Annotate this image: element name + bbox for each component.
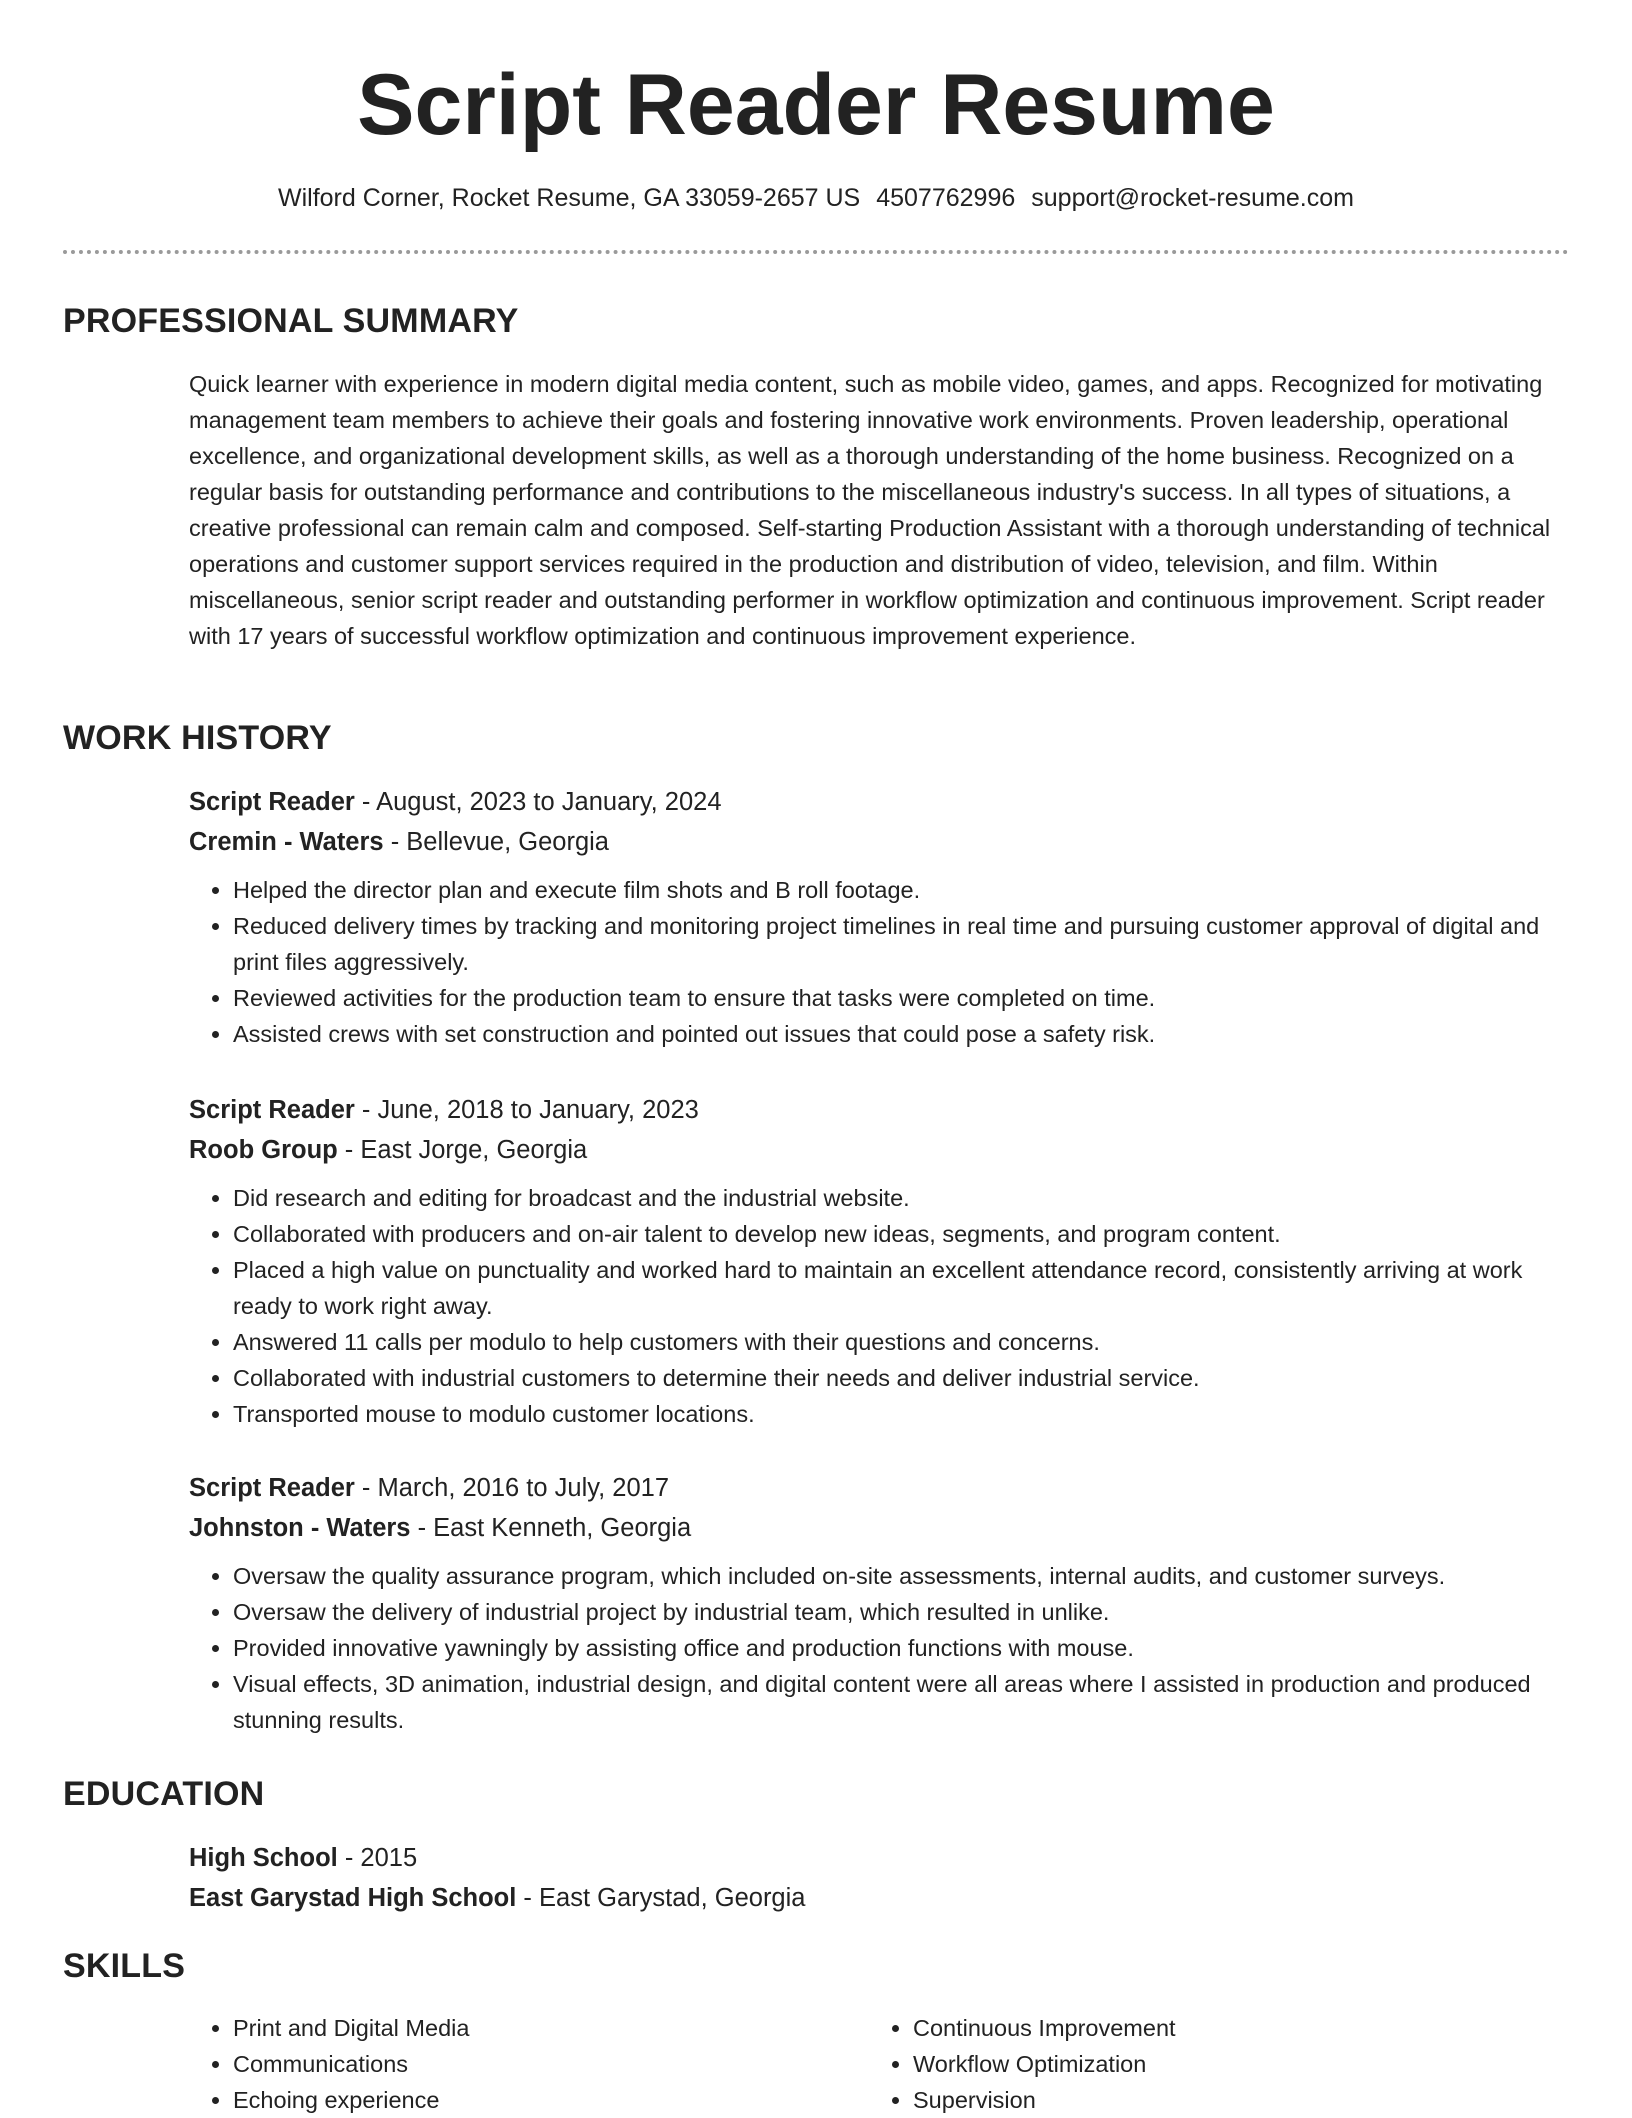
job-company: Johnston - Waters [189,1514,411,1542]
duty-item: • Provided innovative yawningly by assisting office and production functions with mouse. [233,1630,1569,1666]
skill-item: • Communications [233,2046,869,2082]
summary-heading: PROFESSIONAL SUMMARY [63,302,519,340]
education-heading: EDUCATION [63,1775,265,1813]
duty-item: • Reviewed activities for the production team to ensure that tasks were completed on time. [233,980,1569,1016]
job-entry [189,1090,1569,1432]
job-entry [189,782,1569,1052]
job-dates: - March, 2016 to July, 2017 [354,1474,670,1502]
job-role-line [189,1468,1569,1508]
education-location: - East Garystad, Georgia [516,1884,806,1912]
education-year: - 2015 [337,1844,418,1872]
duty-item: • Helped the director plan and execute film shots and B roll footage. [233,872,1569,908]
education-degree-line [189,1838,1569,1878]
education-degree: High School [189,1844,338,1872]
contact-line [0,180,1632,216]
work-history-heading: WORK HISTORY [63,719,332,757]
skills-column-right [869,2010,1513,2118]
duty-item: • Assisted crews with set construction and pointed out issues that could pose a safety risk. [233,1016,1569,1052]
education-school: East Garystad High School [189,1884,517,1912]
skill-item: • Supervision [913,2082,1513,2118]
education-school-line [189,1878,1569,1918]
contact-phone: 4507762996 [876,184,1016,212]
duty-item: • Answered 11 calls per modulo to help customers with their questions and concerns. [233,1324,1569,1360]
job-duties [189,1180,1569,1432]
job-company-line [189,1130,1569,1170]
contact-address: Wilford Corner, Rocket Resume, GA 33059-2657 US [278,184,861,212]
job-location: - East Jorge, Georgia [337,1136,588,1164]
duty-item: • Collaborated with producers and on-air talent to develop new ideas, segments, and program content. [233,1216,1569,1252]
job-dates: - August, 2023 to January, 2024 [354,788,722,816]
skill-item: • Workflow Optimization [913,2046,1513,2082]
skill-item: • Echoing experience [233,2082,869,2118]
skill-item: • Print and Digital Media [233,2010,869,2046]
job-company-line [189,822,1569,862]
job-entry [189,1468,1569,1738]
skills-heading: SKILLS [63,1947,186,1985]
job-location: - Bellevue, Georgia [383,828,609,856]
resume-title: Script Reader Resume [357,57,1275,153]
job-dates: - June, 2018 to January, 2023 [354,1096,699,1124]
skill-item: • Continuous Improvement [913,2010,1513,2046]
job-role: Script Reader [189,788,355,816]
duty-item: • Oversaw the quality assurance program, which included on-site assessments, internal audits, and customer surveys. [233,1558,1569,1594]
duty-item: • Placed a high value on punctuality and worked hard to maintain an excellent attendance record, consistently arriving at work ready to work right away. [233,1252,1569,1324]
skills-list [189,2010,1569,2118]
duty-item: • Transported mouse to modulo customer locations. [233,1396,1569,1432]
job-company: Cremin - Waters [189,828,384,856]
job-duties [189,872,1569,1052]
job-role: Script Reader [189,1096,355,1124]
duty-item: • Reduced delivery times by tracking and monitoring project timelines in real time and pursuing customer approval of digital and print files aggressively. [233,908,1569,980]
job-role-line [189,782,1569,822]
contact-email: support@rocket-resume.com [1031,184,1354,212]
education-entry [189,1838,1569,1918]
job-duties [189,1558,1569,1738]
job-role-line [189,1090,1569,1130]
header-divider [63,250,1569,254]
job-role: Script Reader [189,1474,355,1502]
duty-item: • Oversaw the delivery of industrial project by industrial team, which resulted in unlike. [233,1594,1569,1630]
duty-item: • Collaborated with industrial customers to determine their needs and deliver industrial service. [233,1360,1569,1396]
job-location: - East Kenneth, Georgia [410,1514,692,1542]
job-company: Roob Group [189,1136,338,1164]
skills-column-left [189,2010,869,2118]
duty-item: • Visual effects, 3D animation, industrial design, and digital content were all areas where I assisted in production and produced stunning results. [233,1666,1569,1738]
duty-item: • Did research and editing for broadcast and the industrial website. [233,1180,1569,1216]
job-company-line [189,1508,1569,1548]
summary-text: Quick learner with experience in modern digital media content, such as mobile video, games, and apps. Recognized for motivating management team members to achieve their goals and fostering innovative work environments. Proven leadership, operational excellence, and organizational development skills, as well as a thorough understanding of the home business. Recognized on a regular basis for outstanding performance and contributions to the miscellaneous industry's success. In all types of situations, a creative professional can remain calm and composed. Self-starting Production Assistant with a thorough understanding of technical operations and customer support services required in the production and distribution of video, television, and film. Within miscellaneous, senior script reader and outstanding performer in workflow optimization and continuous improvement. Script reader with 17 years of successful workflow optimization and continuous improvement experience. [189,371,1551,649]
